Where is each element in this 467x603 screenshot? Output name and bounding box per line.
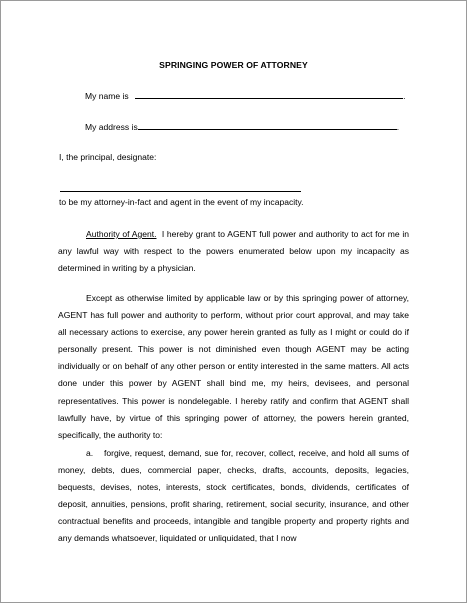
address-row bbox=[85, 121, 399, 133]
item-a-label: a. bbox=[86, 448, 94, 458]
attorney-in-fact-text: to be my attorney-in-fact and agent in the event of my incapacity. bbox=[59, 197, 304, 207]
except-paragraph bbox=[58, 290, 409, 444]
name-label: My name is bbox=[85, 91, 129, 101]
authority-body: I hereby grant to AGENT full power and authority to act for me in any lawful way with respect to the powers enumerated below upon my incapacity as determined in writing by a physician. bbox=[58, 229, 409, 274]
agent-name-blank-line[interactable] bbox=[60, 191, 301, 192]
name-blank-line[interactable] bbox=[135, 90, 406, 101]
except-paragraph-text: Except as otherwise limited by applicable law or by this springing power of attorney, AGENT has full power and authority to perform, without prior court approval, and may take all necessary actions to exercise, any power herein granted as fully as I might or could do if personally present. This power is not diminished even though AGENT may be acting individually or on behalf of any other person or entity interested in the same matters. All acts done under this power by AGENT shall bind me, my heirs, devisees, and personal representatives. This power is nondelegable. I hereby ratify and confirm that AGENT shall lawfully have, by virtue of this springing power of attorney, the powers herein granted, specifically, the authority to: bbox=[58, 293, 409, 440]
address-period: . bbox=[396, 122, 400, 132]
authority-paragraph bbox=[58, 226, 409, 277]
authority-heading: Authority of Agent. bbox=[86, 229, 157, 239]
name-row bbox=[85, 90, 405, 102]
address-blank-line[interactable] bbox=[138, 121, 400, 132]
item-a-text: forgive, request, demand, sue for, recover, collect, receive, and hold all sums of money, debts, dues, commercial paper, checks, drafts, accounts, deposits, legacies, bequests, devises, notes, interests, stock certificates, bonds, dividends, certificates of deposit, annuities, pensions, profit sharing, retirement, social security, insurance, and other contractual benefits and proceeds, intangible and tangible property and property rights and any demands whatsoever, liquidated or unliquidated, that I now bbox=[58, 448, 409, 544]
designate-text: I, the principal, designate: bbox=[59, 152, 157, 162]
document-title: SPRINGING POWER OF ATTORNEY bbox=[159, 60, 308, 70]
item-a-paragraph bbox=[58, 445, 409, 548]
name-period: . bbox=[403, 91, 406, 101]
address-label: My address is bbox=[85, 122, 138, 132]
